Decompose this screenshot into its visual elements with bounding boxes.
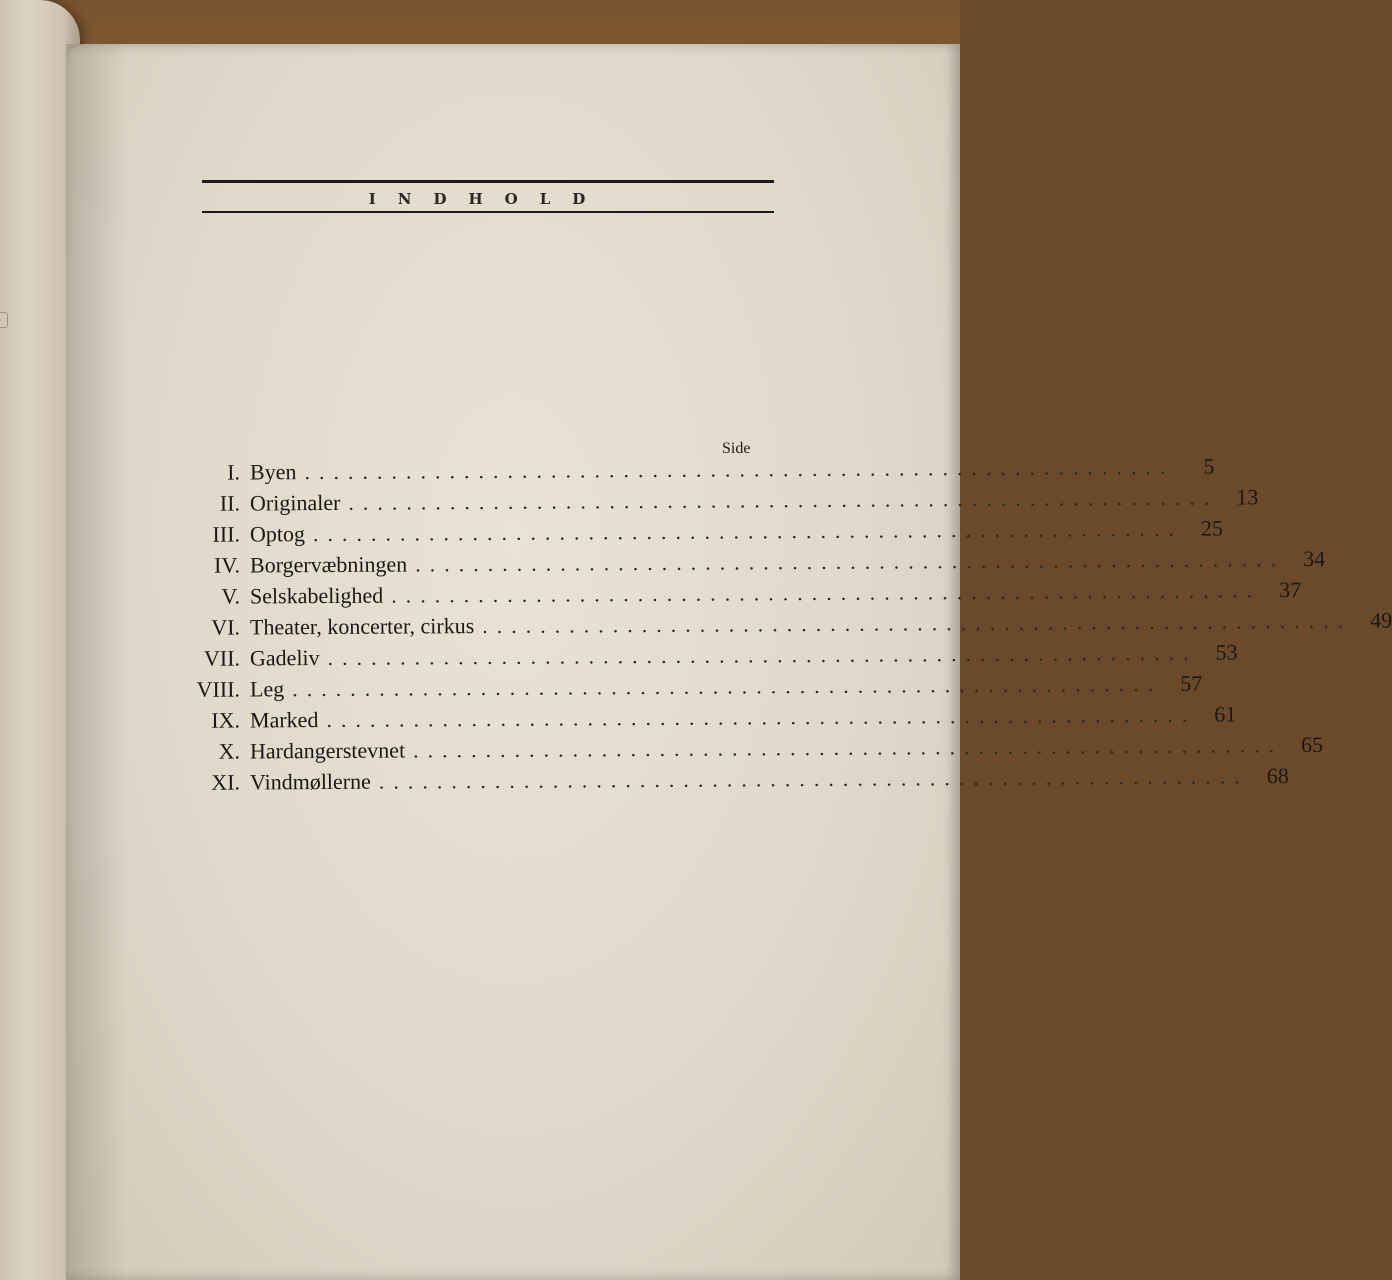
- page-title: INDHOLD: [368, 190, 608, 208]
- heading-rule-bottom: [202, 211, 774, 213]
- toc-entry: [190, 484, 1259, 522]
- page-number: 61: [1214, 701, 1237, 727]
- binding-stitch: [0, 312, 8, 328]
- chapter-number: VI.: [211, 614, 241, 640]
- dot-leader: ............................................................: [312, 515, 1184, 547]
- chapter-title: Theater, koncerter, cirkus: [249, 613, 475, 640]
- chapter-number: IX.: [211, 707, 241, 733]
- chapter-number: IV.: [214, 552, 241, 578]
- page-number: 53: [1215, 639, 1238, 665]
- chapter-title: Borgervæbningen: [249, 551, 408, 578]
- page-number: 65: [1301, 731, 1324, 758]
- page-number: 37: [1279, 577, 1302, 603]
- heading-rule-top: [202, 180, 774, 183]
- toc-entry: [190, 453, 1215, 491]
- page-number: 68: [1266, 763, 1289, 789]
- chapter-title: Selskabelighed: [249, 582, 384, 609]
- chapter-number: II.: [219, 490, 241, 516]
- page-number: 5: [1203, 453, 1215, 479]
- chapter-title: Byen: [249, 459, 297, 485]
- chapter-title: Gadeliv: [249, 645, 320, 671]
- chapter-title: Leg: [249, 676, 285, 702]
- dot-leader: ............................................................: [292, 670, 1163, 702]
- page-column-label: Side: [722, 440, 751, 457]
- chapter-title: Vindmøllerne: [249, 768, 371, 795]
- dot-leader: ............................................................: [391, 577, 1262, 608]
- chapter-number: VII.: [203, 645, 241, 671]
- chapter-number: XI.: [211, 769, 241, 795]
- toc-entry: [190, 577, 1302, 615]
- dot-leader: ............................................................: [378, 763, 1249, 794]
- toc-entry: [190, 639, 1238, 677]
- toc-entry: [190, 763, 1289, 801]
- dot-leader: ............................................................: [482, 607, 1353, 639]
- chapter-title: Marked: [249, 707, 319, 733]
- toc-entry: [190, 731, 1324, 770]
- page-number: 25: [1200, 515, 1224, 541]
- dot-leader: ............................................................: [415, 546, 1286, 577]
- toc-entry: [190, 670, 1203, 708]
- page-number: 34: [1303, 545, 1326, 572]
- page-number: 13: [1236, 484, 1259, 510]
- chapter-title: Originaler: [249, 489, 341, 516]
- chapter-title: Optog: [249, 521, 306, 547]
- toc-entry: [190, 515, 1224, 553]
- page-number: 49: [1370, 607, 1392, 633]
- dot-leader: ............................................................: [304, 453, 1175, 485]
- table-of-contents: [190, 453, 1392, 799]
- dot-leader: ............................................................: [327, 639, 1198, 670]
- chapter-number: V.: [221, 583, 241, 609]
- chapter-number: III.: [212, 521, 241, 547]
- toc-entry: [190, 545, 1326, 584]
- chapter-number: I.: [227, 459, 241, 485]
- dot-leader: ............................................................: [326, 701, 1197, 732]
- dot-leader: ............................................................: [348, 484, 1219, 515]
- page-number: 57: [1180, 670, 1203, 696]
- dot-leader: ............................................................: [413, 732, 1284, 763]
- toc-entry: [190, 607, 1392, 646]
- toc-entry: [190, 701, 1237, 739]
- chapter-title: Hardangerstevnet: [249, 737, 406, 764]
- chapter-number: VIII.: [196, 676, 241, 702]
- chapter-number: X.: [218, 738, 241, 764]
